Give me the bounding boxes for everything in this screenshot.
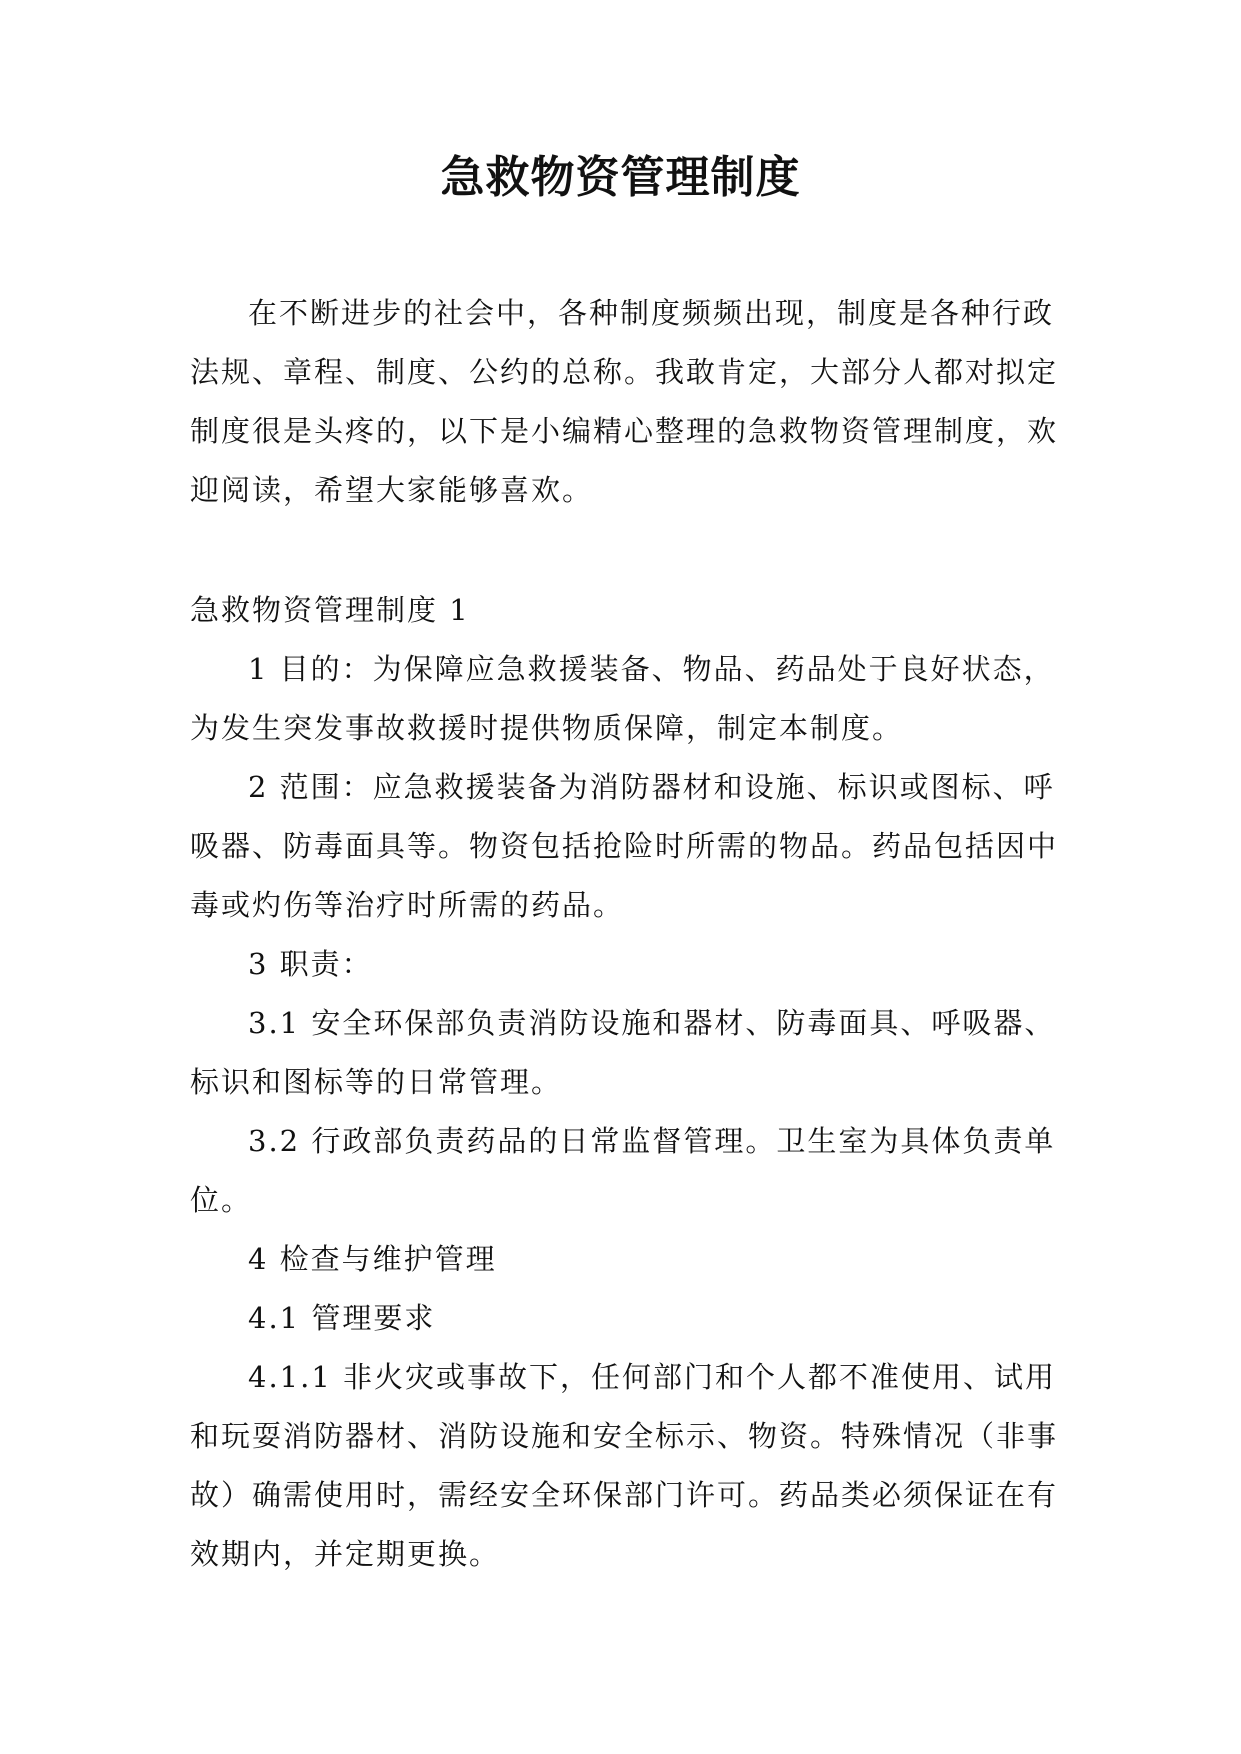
body-paragraph: 4 检查与维护管理 xyxy=(248,1242,497,1276)
body-paragraph: 3.1 安全环保部负责消防设施和器材、防毒面具、呼吸器、标识和图标等的日常管理。 xyxy=(190,1006,1056,1099)
body-paragraph: 3.2 行政部负责药品的日常监督管理。卫生室为具体负责单位。 xyxy=(190,1124,1056,1217)
intro-paragraph: 在不断进步的社会中，各种制度频频出现，制度是各种行政法规、章程、制度、公约的总称。我敢肯定，大部分人都对拟定制度很是头疼的，以下是小编精心整理的急救物资管理制度，欢迎阅读，希望大家能够喜欢。 xyxy=(190,296,1059,507)
body-paragraph: 4.1 管理要求 xyxy=(248,1301,436,1335)
section-heading: 急救物资管理制度 1 xyxy=(190,593,470,627)
document-body xyxy=(190,284,1060,1584)
body-paragraph: 1 目的：为保障应急救援装备、物品、药品处于良好状态，为发生突发事故救援时提供物质保障，制定本制度。 xyxy=(190,652,1055,745)
body-paragraph: 3 职责： xyxy=(248,947,373,981)
body-paragraph: 2 范围：应急救援装备为消防器材和设施、标识或图标、呼吸器、防毒面具等。物资包括抢险时所需的物品。药品包括因中毒或灼伤等治疗时所需的药品。 xyxy=(190,770,1059,922)
body-paragraph: 4.1.1 非火灾或事故下，任何部门和个人都不准使用、试用和玩耍消防器材、消防设施和安全标示、物资。特殊情况（非事故）确需使用时，需经安全环保部门许可。药品类必须保证在有效期内，并定期更换。 xyxy=(190,1360,1059,1571)
document-title: 急救物资管理制度 xyxy=(440,152,801,203)
